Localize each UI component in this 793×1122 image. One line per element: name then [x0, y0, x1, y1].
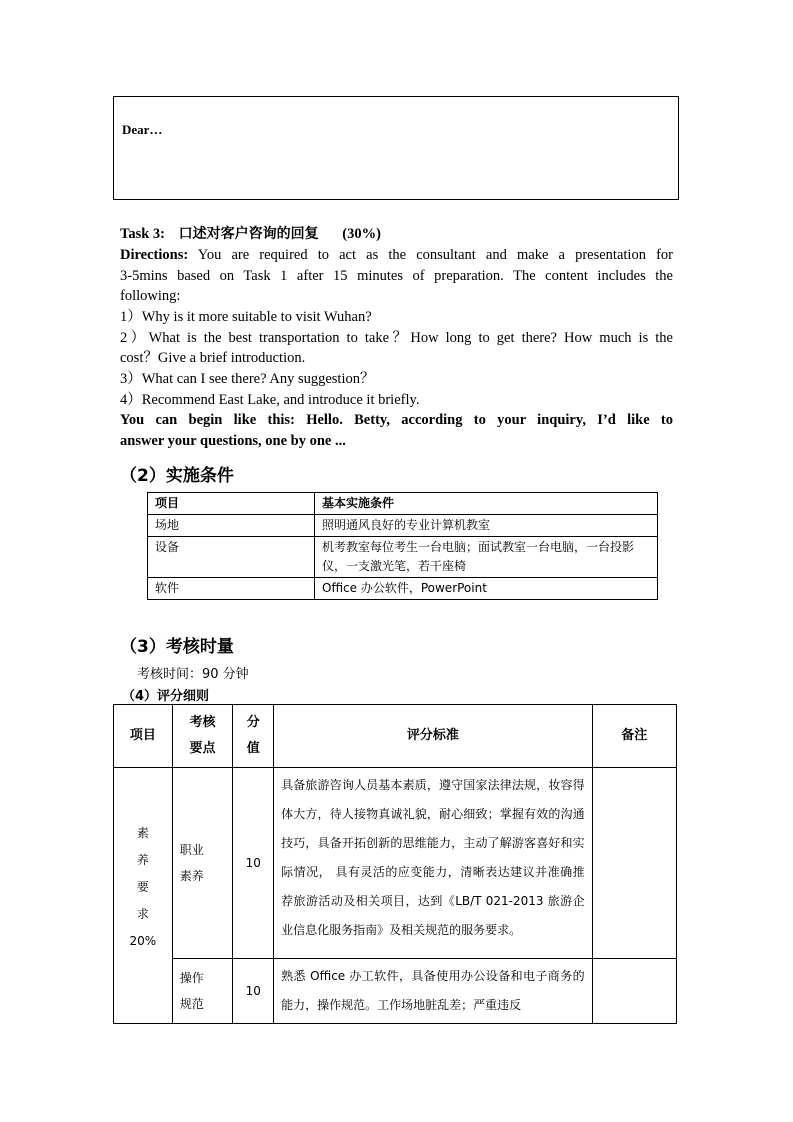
table-row	[114, 768, 677, 959]
scoring-table	[113, 704, 677, 1024]
question-2-line-2: cost？Give a brief introduction.	[120, 350, 306, 366]
header-standard: 评分标准	[274, 705, 593, 768]
header-score: 分 值	[233, 705, 274, 768]
task3-title	[120, 224, 381, 244]
time-heading: （3）考核时量	[120, 637, 234, 657]
table-row	[114, 959, 677, 1024]
cell-item: 设备	[148, 537, 315, 578]
begin-line-2: answer your questions, one by one ...	[120, 433, 346, 449]
standard-cell: 具备旅游咨询人员基本素质，遵守国家法律法规，妆容得体大方，待人接物真诚礼貌，耐心细致；掌握有效的沟通技巧，具备开拓创新的思维能力，主动了解游客喜好和实际情况， 具有灵活的应变能力，清晰表达建议并准确推荐旅游活动及相关项目，达到《LB/T 021-2013 旅游企业信息化服务指南》及相关规范的服务要求。	[274, 768, 593, 959]
question-4: 4）Recommend East Lake, and introduce it briefly.	[120, 392, 420, 408]
scoring-heading: （4）评分细则	[122, 689, 210, 704]
cell-item: 软件	[148, 578, 315, 600]
header-item: 项目	[148, 493, 315, 515]
key-point-cell: 职业 素养	[172, 768, 233, 959]
table-row	[148, 537, 658, 578]
exam-time: 考核时间：90 分钟	[137, 667, 249, 682]
conditions-table	[147, 492, 658, 600]
begin-line-1: You can begin like this: Hello. Betty, according to your inquiry, I’d like to	[120, 412, 673, 428]
table-row	[114, 705, 677, 768]
table-row	[148, 578, 658, 600]
cell-desc: 机考教室每位考生一台电脑；面试教室一台电脑，一台投影仪，一支激光笔，若干座椅	[315, 537, 658, 578]
directions-label: Directions:	[120, 247, 189, 263]
cell-desc: 照明通风良好的专业计算机教室	[315, 515, 658, 537]
cell-item: 场地	[148, 515, 315, 537]
remark-cell	[592, 959, 676, 1024]
cell-desc: Office 办公软件，PowerPoint	[315, 578, 658, 600]
task3-title-pct: (30%)	[342, 226, 381, 242]
question-3: 3）What can I see there? Any suggestion？	[120, 371, 375, 387]
conditions-heading: （2）实施条件	[120, 466, 234, 486]
score-cell: 10	[233, 768, 274, 959]
category-cell: 素 养 要 求 20%	[114, 768, 173, 1024]
question-2-line-1: 2）What is the best transportation to take？How long to get there? How much is the	[120, 330, 673, 346]
directions-line-3: following:	[120, 288, 181, 304]
header-remark: 备注	[592, 705, 676, 768]
score-cell: 10	[233, 959, 274, 1024]
table-row	[148, 493, 658, 515]
standard-cell: 熟悉 Office 办工软件，具备使用办公设备和电子商务的能力，操作规范。工作场地脏乱差；严重违反	[274, 959, 593, 1024]
directions-line-1: Directions: You are required to act as the consultant and make a presentation for	[120, 247, 673, 263]
key-point-cell: 操作 规范	[172, 959, 233, 1024]
header-key-point: 考核 要点	[172, 705, 233, 768]
dear-text: Dear…	[122, 122, 163, 137]
remark-cell	[592, 768, 676, 959]
table-row	[148, 515, 658, 537]
header-item: 项目	[114, 705, 173, 768]
header-conditions: 基本实施条件	[315, 493, 658, 515]
task3-title-prefix: Task 3:	[120, 226, 166, 242]
question-1: 1）Why is it more suitable to visit Wuhan?	[120, 309, 372, 325]
letter-box	[113, 96, 679, 200]
task3-title-cn: 口述对客户咨询的回复	[178, 226, 319, 242]
directions-line-2: 3-5mins based on Task 1 after 15 minutes of preparation. The content includes the	[120, 268, 673, 284]
